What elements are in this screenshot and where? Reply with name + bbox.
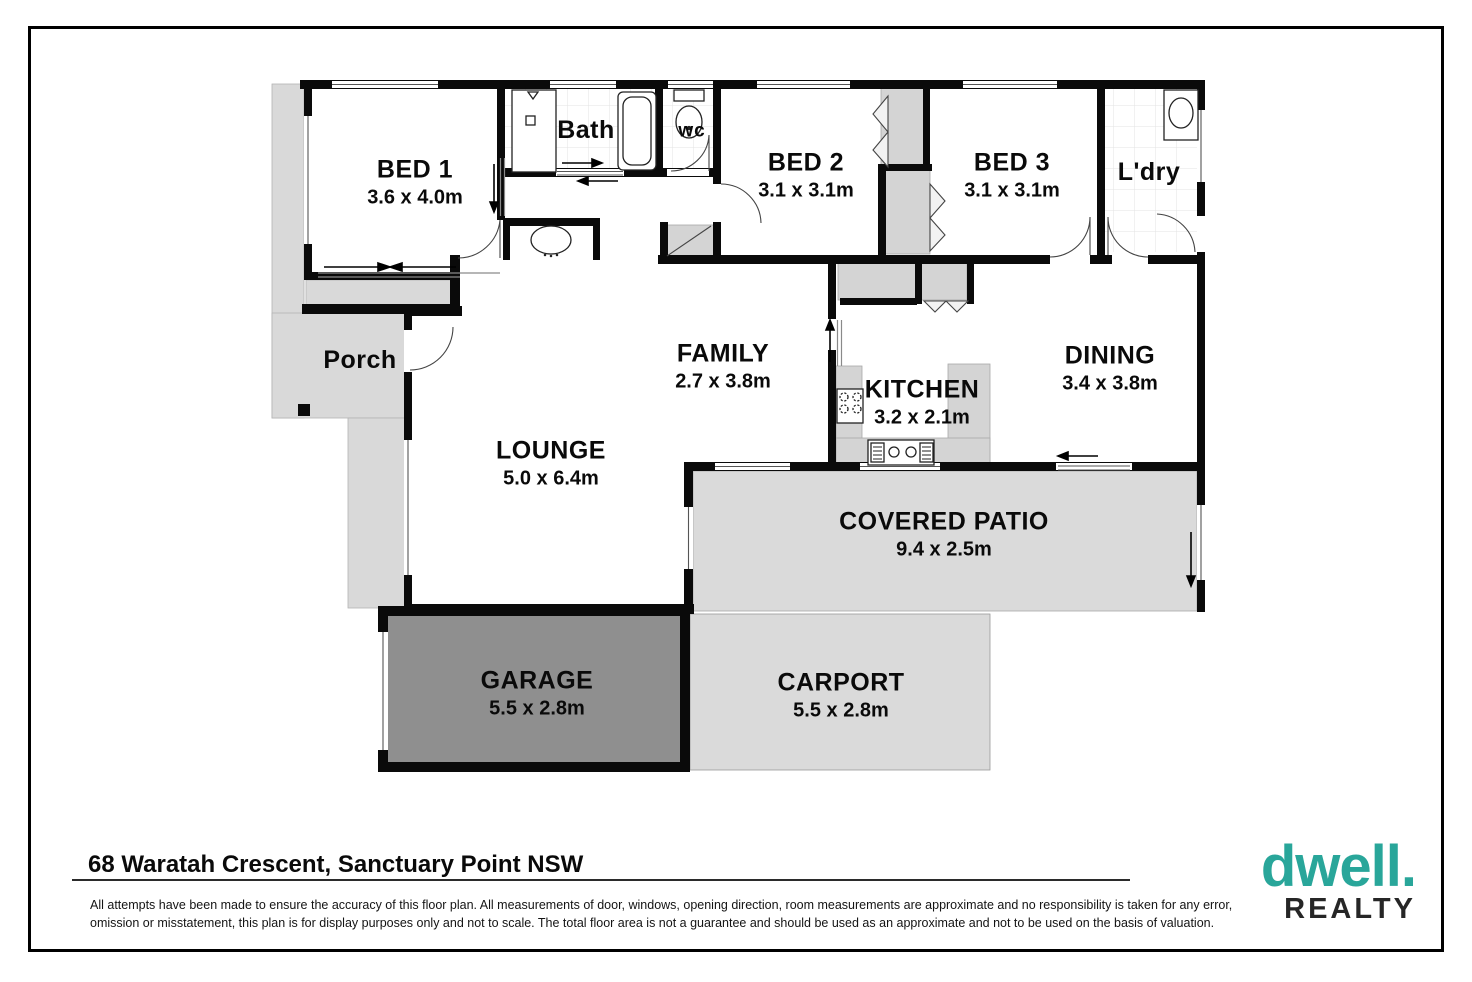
disclaimer-text xyxy=(90,896,1232,932)
kitchen-sink-fixture xyxy=(868,440,934,465)
laundry-tub-fixture xyxy=(1164,90,1198,140)
room-label-laundry: L'dry xyxy=(1117,157,1181,186)
room-label-wc: wc xyxy=(678,120,706,142)
disclaimer-line-1: All attempts have been made to ensure the accuracy of this floor plan. All measurements of door, windows, opening direction, room measurements are approximate and no responsibility is taken for any error, xyxy=(90,898,1233,912)
room-label-carport: CARPORT 5.5 x 2.8m xyxy=(777,668,905,722)
room-label-bath: Bath xyxy=(557,115,615,144)
bed3-door xyxy=(1050,217,1090,257)
bathtub-fixture xyxy=(618,92,656,170)
bed2-door xyxy=(721,184,761,223)
pantry-left xyxy=(838,262,917,300)
room-label-bed1: BED 1 3.6 x 4.0m xyxy=(367,155,463,209)
room-label-bed2: BED 2 3.1 x 3.1m xyxy=(758,148,854,202)
front-door xyxy=(410,327,453,370)
agency-logo xyxy=(1260,834,1416,926)
pantry-right xyxy=(920,262,967,300)
bed1-door xyxy=(458,220,500,258)
room-label-family: FAMILY 2.7 x 3.8m xyxy=(675,339,771,393)
room-label-porch: Porch xyxy=(323,345,397,374)
cooktop-fixture xyxy=(837,389,863,423)
property-address: 68 Waratah Crescent, Sanctuary Point NSW xyxy=(88,851,584,878)
room-label-patio: COVERED PATIO 9.4 x 2.5m xyxy=(839,507,1049,561)
room-label-kitchen: KITCHEN 3.2 x 2.1m xyxy=(864,375,980,429)
shower-fixture xyxy=(512,90,556,172)
footer-divider xyxy=(72,879,1130,881)
planter-area xyxy=(306,280,452,306)
room-label-garage: GARAGE 5.5 x 2.8m xyxy=(480,666,594,720)
disclaimer-line-2: omission or misstatement, this plan is for display purposes only and not to scale. The total floor area is not a guarantee and should be used as an approximate and not to be used on the basis of valuation. xyxy=(90,916,1215,930)
patio-slider xyxy=(1058,452,1098,460)
logo-brand: dwell. xyxy=(1260,834,1416,899)
room-label-lounge: LOUNGE 5.0 x 6.4m xyxy=(496,436,606,490)
room-label-bed3: BED 3 3.1 x 3.1m xyxy=(964,148,1060,202)
vanity-basin-fixture xyxy=(531,226,571,256)
porch-area xyxy=(348,418,407,608)
linen-closet xyxy=(665,225,715,259)
room-label-dining: DINING 3.4 x 3.8m xyxy=(1062,341,1158,395)
logo-sub: REALTY xyxy=(1284,893,1416,925)
bed3-robe xyxy=(884,170,930,254)
